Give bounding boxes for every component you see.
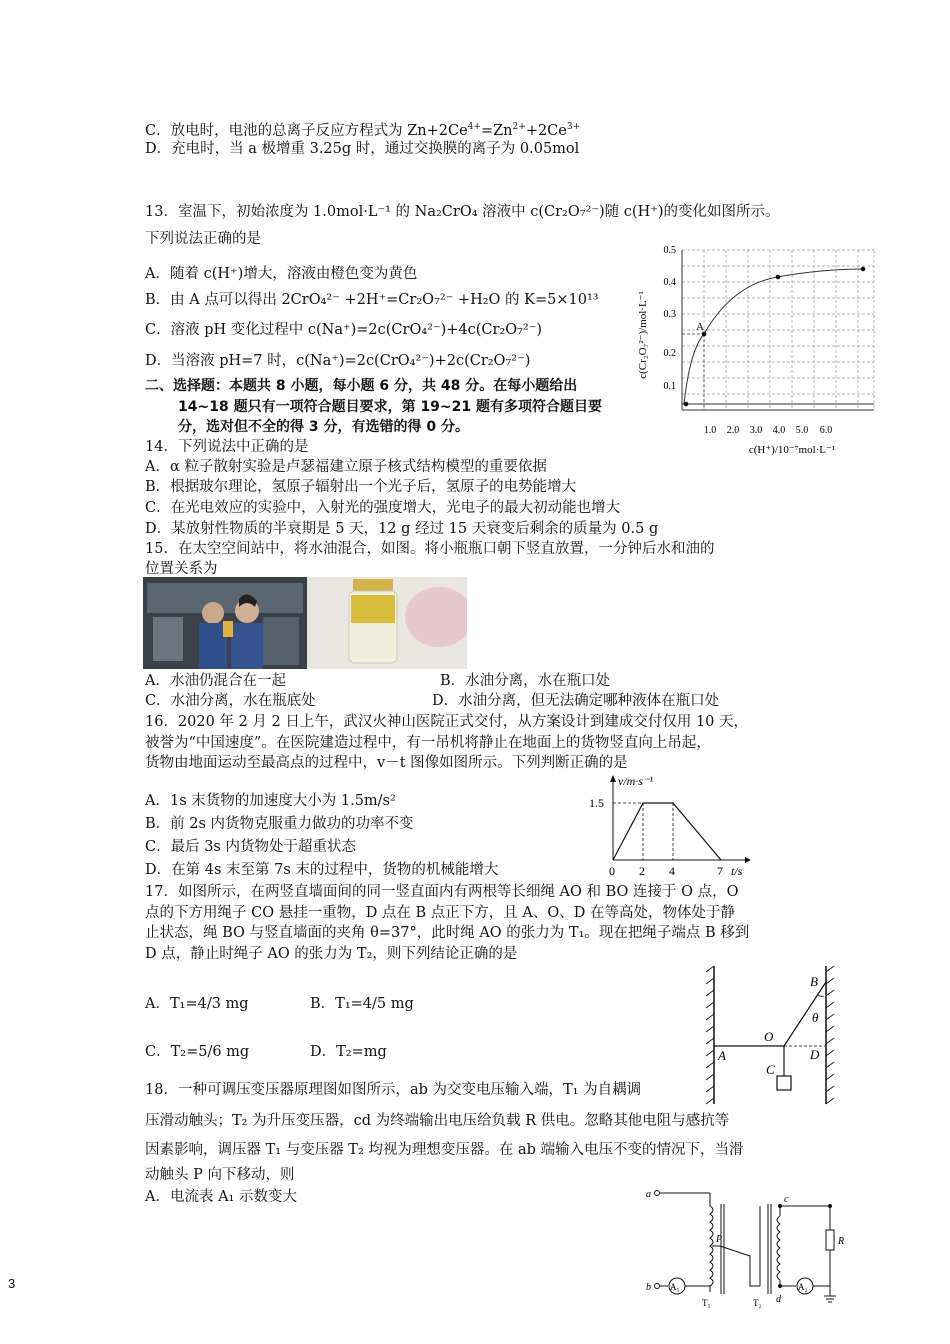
section2-line1: 二、选择题：本题共 8 小题，每小题 6 分，共 48 分。在每小题给出 (145, 378, 578, 394)
section2-line2: 14~18 题只有一项符合题目要求，第 19~21 题有多项符合题目要 (178, 399, 603, 415)
q12-option-d: D．充电时，当 a 极增重 3.25g 时，通过交换膜的离子为 0.05mol (145, 141, 580, 157)
terminal-a: a (646, 1189, 651, 1200)
terminal-d: d (776, 1294, 781, 1305)
q15-option-c: C．水油分离，水在瓶底处 (145, 693, 316, 709)
point-start (684, 402, 689, 407)
transformer-t1: T₁ (702, 1298, 711, 1308)
xtick-5.0: 5.0 (795, 425, 809, 436)
q14-option-b: B．根据玻尔理论，氢原子辐射出一个光子后，氢原子的电势能增大 (145, 479, 577, 495)
resistor-r: R (838, 1236, 845, 1247)
q15-stem-2: 位置关系为 (145, 561, 218, 577)
q14-stem: 14．下列说法中正确的是 (145, 439, 309, 455)
q16-stem-1: 16．2020 年 2 月 2 日上午，武汉火神山医院正式交付，从方案设计到建成交付仅用 10 天， (145, 714, 749, 730)
label-c: C (766, 1062, 775, 1077)
section2-line3: 分，选对但不全的得 3 分，有选错的得 0 分。 (178, 419, 469, 435)
xtick-2.0: 2.0 (726, 425, 740, 436)
q13-stem-2: 下列说法正确的是 (145, 231, 261, 247)
q16-stem-3: 货物由地面运动至最高点的过程中，v－t 图像如图所示。下列判断正确的是 (145, 755, 628, 771)
label-d: D (810, 1047, 820, 1062)
label-o: O (764, 1029, 774, 1044)
ytick-0.1: 0.1 (663, 381, 676, 392)
label-theta: θ (812, 1010, 819, 1025)
ammeter-a2: A₂ (798, 1282, 808, 1292)
q13-stem-1: 13．室温下，初始浓度为 1.0mol·L⁻¹ 的 Na₂CrO₄ 溶液中 c(Cr₂O₇²⁻)随 c(H⁺)的变化如图所示。 (145, 204, 780, 220)
point-a-label: A (696, 321, 704, 333)
q17-line-3: 止状态，绳 BO 与竖直墙面的夹角 θ=37°，此时绳 AO 的张力为 T₁。现在把绳子端点 B 移到 (145, 925, 750, 941)
point-end (861, 267, 866, 272)
xtick-1.0: 1.0 (703, 425, 717, 436)
xtick-6.0: 6.0 (819, 425, 833, 436)
vt-xtick-0: 0 (609, 864, 615, 878)
q18-line-3: 因素影响，调压器 T₁ 与变压器 T₂ 均视为理想变压器。在 ab 端输入电压不变的情况下，当滑 (145, 1142, 744, 1158)
q16-stem-2: 被誉为“中国速度”。在医院建造过程中，有一吊机将静止在地面上的货物竖直向上吊起， (145, 735, 711, 751)
ytick-0.3: 0.3 (663, 309, 676, 320)
slider-p: P (716, 1234, 723, 1245)
page-number: 3 (8, 1276, 16, 1291)
vt-xtick-2: 2 (639, 864, 645, 878)
q15-option-a: A．水油仍混合在一起 (145, 673, 286, 689)
q13-concentration-graph (632, 240, 882, 460)
q17-option-a: A．T₁=4/3 mg (145, 996, 249, 1012)
q17-option-d: D．T₂=mg (310, 1044, 387, 1060)
q13-option-d: D．当溶液 pH=7 时，c(Na⁺)=2c(CrO₄²⁻)+2c(Cr₂O₇²⁻) (145, 353, 531, 369)
label-b: B (810, 974, 818, 989)
q17-line-4: D 点，静止时绳子 AO 的张力为 T₂，则下列结论正确的是 (145, 946, 518, 962)
ammeter-a1: A₁ (670, 1282, 680, 1292)
q13-option-b: B．由 A 点可以得出 2CrO₄²⁻ +2H⁺=Cr₂O₇²⁻ +H₂O 的 K=5×10¹³ (145, 292, 599, 308)
point-mid (776, 275, 781, 280)
q16-option-a: A．1s 末货物的加速度大小为 1.5m/s² (145, 793, 396, 809)
q13-option-a: A．随着 c(H⁺)增大，溶液由橙色变为黄色 (145, 266, 418, 282)
q18-transformer-circuit (640, 1186, 860, 1314)
q17-line-1: 17．如图所示，在两竖直墙面间的同一竖直面内有两根等长细绳 AO 和 BO 连接于 O 点，O (145, 884, 739, 900)
y-axis-label: c(Cr₂O₇²⁻)/mol·L⁻¹ (637, 291, 649, 379)
ytick-0.2: 0.2 (663, 348, 676, 359)
vt-x-label: t/s (731, 864, 743, 878)
vt-xtick-7: 7 (717, 864, 723, 878)
x-axis-label: c(H⁺)/10⁻⁷mol·L⁻¹ (748, 444, 836, 456)
q18-line-2: 压滑动触头；T₂ 为升压变压器，cd 为终端输出电压给负载 R 供电。忽略其他电阻与感抗等 (145, 1113, 730, 1129)
q14-option-d: D．某放射性物质的半衰期是 5 天，12 g 经过 15 天衰变后剩余的质量为 0.5 g (145, 521, 659, 537)
xtick-4.0: 4.0 (772, 425, 786, 436)
terminal-c: c (784, 1194, 789, 1205)
q18-line-1: 18．一种可调压变压器原理图如图所示，ab 为交变电压输入端，T₁ 为自耦调 (145, 1082, 642, 1098)
ytick-0.4: 0.4 (663, 277, 676, 288)
q17-option-b: B．T₁=4/5 mg (310, 996, 414, 1012)
xtick-3.0: 3.0 (749, 425, 763, 436)
q12-option-c: C．放电时，电池的总离子反应方程式为 $Zn+2Ce^{4+}=Zn^{2+}+2Ce^{3+}$ (145, 122, 581, 139)
vt-y-value: 1.5 (589, 796, 604, 810)
label-a: A (718, 1048, 726, 1063)
ytick-0.5: 0.5 (663, 245, 676, 256)
q17-rope-figure (700, 962, 850, 1108)
vt-y-label: v/m·s⁻¹ (618, 774, 653, 788)
q14-option-a: A．α 粒子散射实验是卢瑟福建立原子核式结构模型的重要依据 (145, 459, 547, 475)
transformer-t2: T₂ (753, 1298, 762, 1308)
q17-line-2: 点的下方用绳子 CO 悬挂一重物，D 点在 B 点正下方，且 A、O、D 在等高处，物体处于静 (145, 905, 736, 921)
q16-vt-graph (585, 770, 755, 882)
vt-xtick-4: 4 (669, 864, 675, 878)
q14-option-c: C．在光电效应的实验中，入射光的强度增大，光电子的最大初动能也增大 (145, 500, 621, 516)
space-station-photo (143, 577, 467, 669)
q15-option-d: D．水油分离，但无法确定哪种液体在瓶口处 (432, 693, 720, 709)
terminal-b: b (646, 1282, 651, 1293)
q16-option-b: B．前 2s 内货物克服重力做功的功率不变 (145, 816, 414, 832)
q16-option-c: C．最后 3s 内货物处于超重状态 (145, 839, 356, 855)
q13-option-c: C．溶液 pH 变化过程中 c(Na⁺)=2c(CrO₄²⁻)+4c(Cr₂O₇²⁻) (145, 322, 543, 338)
q18-option-a: A．电流表 A₁ 示数变大 (145, 1189, 297, 1205)
q16-option-d: D．在第 4s 末至第 7s 末的过程中，货物的机械能增大 (145, 862, 499, 878)
q17-option-c: C．T₂=5/6 mg (145, 1044, 250, 1060)
q15-option-b: B．水油分离，水在瓶口处 (440, 673, 611, 689)
q15-stem-1: 15．在太空空间站中，将水油混合，如图。将小瓶瓶口朝下竖直放置，一分钟后水和油的 (145, 541, 715, 557)
q18-line-4: 动触头 P 向下移动，则 (145, 1167, 295, 1183)
